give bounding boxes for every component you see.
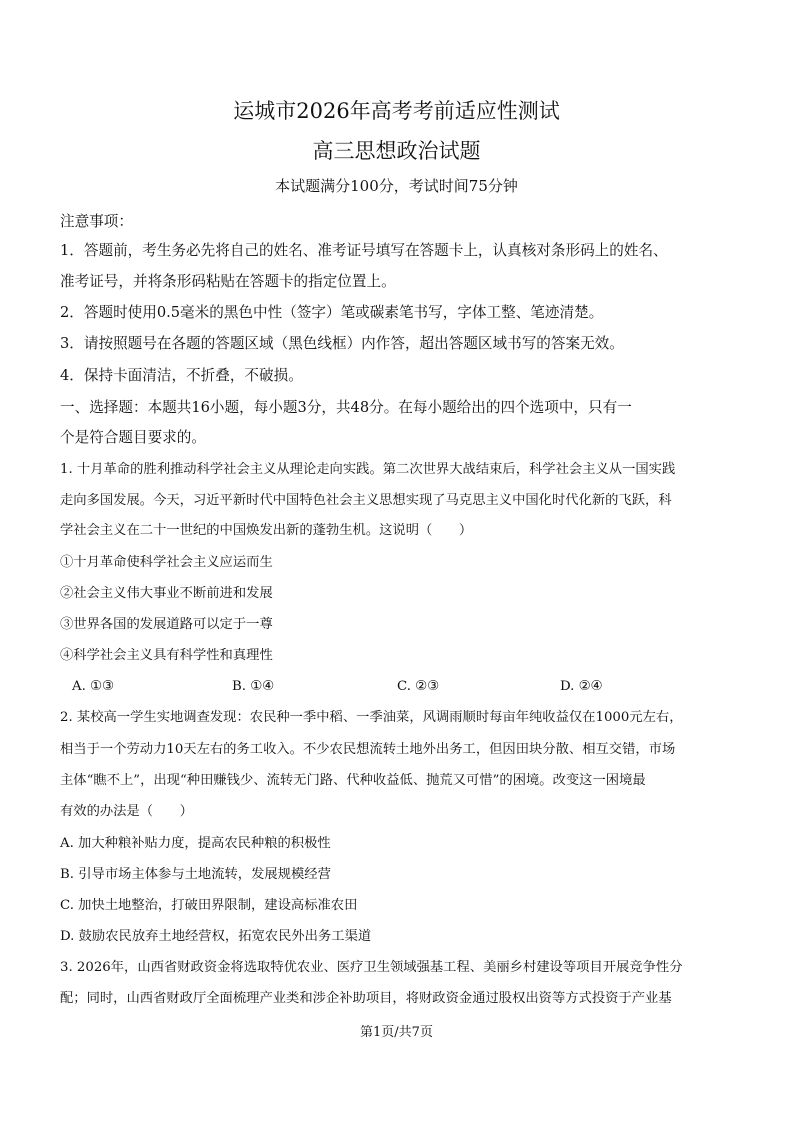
question-2-stem: 2. 某校高一学生实地调查发现：农民种一季中稻、一季油菜，风调雨顺时每亩年纯收益仅在1000元左右， bbox=[60, 710, 683, 725]
exam-info: 本试题满分100分，考试时间75分钟 bbox=[275, 177, 518, 195]
question-2-option-b: B. 引导市场主体参与土地流转，发展规模经营 bbox=[60, 867, 331, 882]
subject-title: 高三思想政治试题 bbox=[312, 139, 481, 163]
question-2-option-c: C. 加快土地整治，打破田界限制，建设高标准农田 bbox=[60, 898, 358, 913]
note-line: 3．请按照题号在各题的答题区域（黑色线框）内作答，超出答题区域书写的答案无效。 bbox=[60, 335, 624, 352]
note-line: 2．答题时使用0.5毫米的黑色中性（签字）笔或碳素笔书写，字体工整、笔迹清楚。 bbox=[60, 304, 604, 321]
option-a: A. ①③ bbox=[72, 679, 114, 694]
question-1-item: ①十月革命使科学社会主义应运而生 bbox=[60, 555, 273, 570]
question-3-stem: 配；同时，山西省财政厅全面梳理产业类和涉企补助项目，将财政资金通过股权出资等方式投资于产业基 bbox=[60, 991, 672, 1006]
section-heading: 个是符合题目要求的。 bbox=[60, 429, 206, 446]
question-2-stem: 相当于一个劳动力10天左右的务工收入。不少农民想流转土地外出务工，但因田块分散、相互交错，市场 bbox=[60, 742, 676, 757]
question-2-option-a: A. 加大种粮补贴力度，提高农民种粮的积极性 bbox=[60, 836, 331, 851]
question-1-stem: 1. 十月革命的胜利推动科学社会主义从理论走向实践。第二次世界大战结束后，科学社会主义从一国实践 bbox=[60, 462, 676, 477]
notes-heading: 注意事项： bbox=[60, 213, 133, 230]
question-3-stem: 3. 2026年，山西省财政资金将选取特优农业、医疗卫生领域强基工程、美丽乡村建设等项目开展竞争性分 bbox=[60, 960, 683, 975]
note-line: 4．保持卡面清洁，不折叠，不破损。 bbox=[60, 367, 303, 384]
question-2-stem: 主体“瞧不上”，出现“种田赚钱少、流转无门路、代种收益低、抛荒又可惜”的困境。改变这一困境最 bbox=[60, 773, 646, 788]
note-line: 准考证号，并将条形码粘贴在答题卡的指定位置上。 bbox=[60, 273, 396, 290]
question-1-stem: 学社会主义在二十一世纪的中国焕发出新的蓬勃生机。这说明（ ） bbox=[60, 523, 473, 538]
page-footer: 第1页/共7页 bbox=[360, 1025, 433, 1040]
question-2-stem: 有效的办法是（ ） bbox=[60, 804, 193, 819]
option-c: C. ②③ bbox=[397, 679, 439, 694]
question-1-item: ②社会主义伟大事业不断前进和发展 bbox=[60, 586, 273, 601]
option-b: B. ①④ bbox=[232, 679, 275, 694]
question-1-item: ③世界各国的发展道路可以定于一尊 bbox=[60, 617, 273, 632]
option-d: D. ②④ bbox=[560, 679, 603, 694]
question-2-option-d: D. 鼓励农民放弃土地经营权，拓宽农民外出务工渠道 bbox=[60, 929, 372, 944]
question-1-item: ④科学社会主义具有科学性和真理性 bbox=[60, 648, 273, 663]
exam-title: 运城市2026年高考考前适应性测试 bbox=[233, 99, 560, 123]
section-heading: 一、选择题：本题共16小题，每小题3分，共48分。在每小题给出的四个选项中，只有一 bbox=[60, 399, 632, 416]
question-1-stem: 走向多国发展。今天，习近平新时代中国特色社会主义思想实现了马克思主义中国化时代化新的飞跃，科 bbox=[60, 493, 672, 508]
note-line: 1．答题前，考生务必先将自己的姓名、准考证号填写在答题卡上，认真核对条形码上的姓名、 bbox=[60, 242, 668, 259]
